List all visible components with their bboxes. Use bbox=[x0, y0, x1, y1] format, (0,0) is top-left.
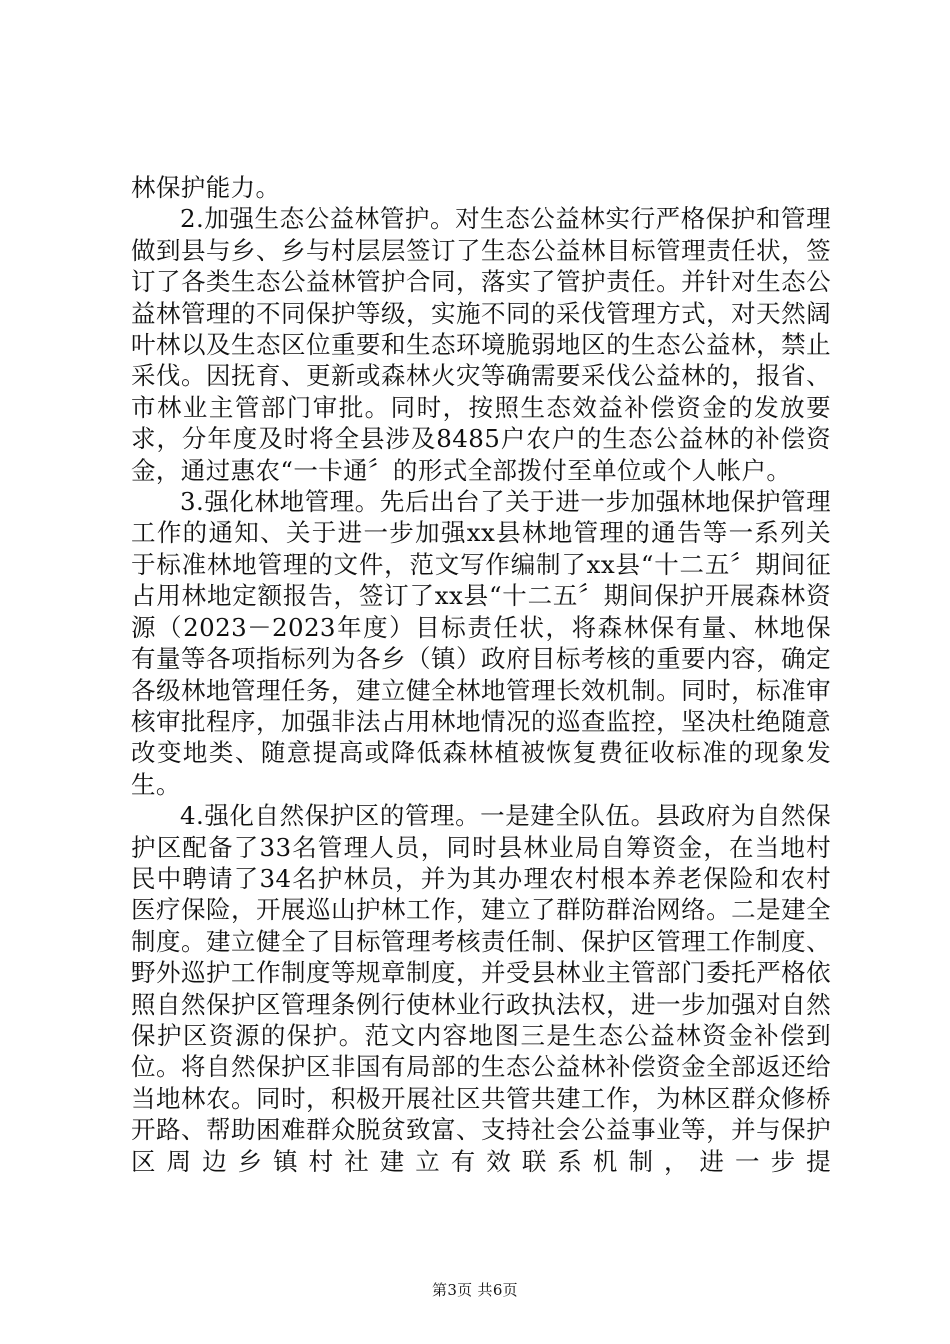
paragraph-public-forest-management: 2.加强生态公益林管护。对生态公益林实行严格保护和管理做到县与乡、乡与村层层签订了生态公益林目标管理责任状，签订了各类生态公益林管护合同，落实了管护责任。并针对生态公益林管理的不同保护等级，实施不同的采伐管理方式，对天然阔叶林以及生态区位重要和生态环境脆弱地区的生态公益林，禁止采伐。因抚育、更新或森林火灾等确需要采伐公益林的，报省、市林业主管部门审批。同时，按照生态效益补偿资金的发放要求，分年度及时将全县涉及8485户农户的生态公益林的补偿资金，通过惠农“一卡通〞的形式全部拨付至单位或个人帐户。 bbox=[131, 204, 831, 485]
paragraph-forest-land-management: 3.强化林地管理。先后出台了关于进一步加强林地保护管理工作的通知、关于进一步加强xx县林地管理的通告等一系列关于标准林地管理的文件，范文写作编制了xx县“十二五〞期间征占用林地定额报告，签订了xx县“十二五〞期间保护开展森林资源（2023－2023年度）目标责任状，将森林保有量、林地保有量等各项指标列为各乡（镇）政府目标考核的重要内容，确定各级林地管理任务，建立健全林地管理长效机制。同时，标准审核审批程序，加强非法占用林地情况的巡查监控，坚决杜绝随意改变地类、随意提高或降低森林植被恢复费征收标准的现象发生。 bbox=[131, 487, 831, 799]
page-number-footer: 第3页 共6页 bbox=[432, 1281, 518, 1299]
paragraph-continuation: 林保护能力。 bbox=[131, 173, 281, 202]
paragraph-nature-reserve-management: 4.强化自然保护区的管理。一是建全队伍。县政府为自然保护区配备了33名管理人员，同时县林业局自筹资金，在当地村民中聘请了34名护林员，并为其办理农村根本养老保险和农村医疗保险，开展巡山护林工作，建立了群防群治网络。二是建全制度。建立健全了目标管理考核责任制、保护区管理工作制度、野外巡护工作制度等规章制度，并受县林业主管部门委托严格依照自然保护区管理条例行使林业行政执法权，进一步加强对自然保护区资源的保护。范文内容地图三是生态公益林资金补偿到位。将自然保护区非国有局部的生态公益林补偿资金全部返还给当地林农。同时，积极开展社区共管共建工作，为林区群众修桥开路、帮助困难群众脱贫致富、支持社会公益事业等，并与保护区周边乡镇村社建立有效联系机制，进一步提 bbox=[131, 801, 831, 1176]
document-body bbox=[131, 172, 831, 1177]
